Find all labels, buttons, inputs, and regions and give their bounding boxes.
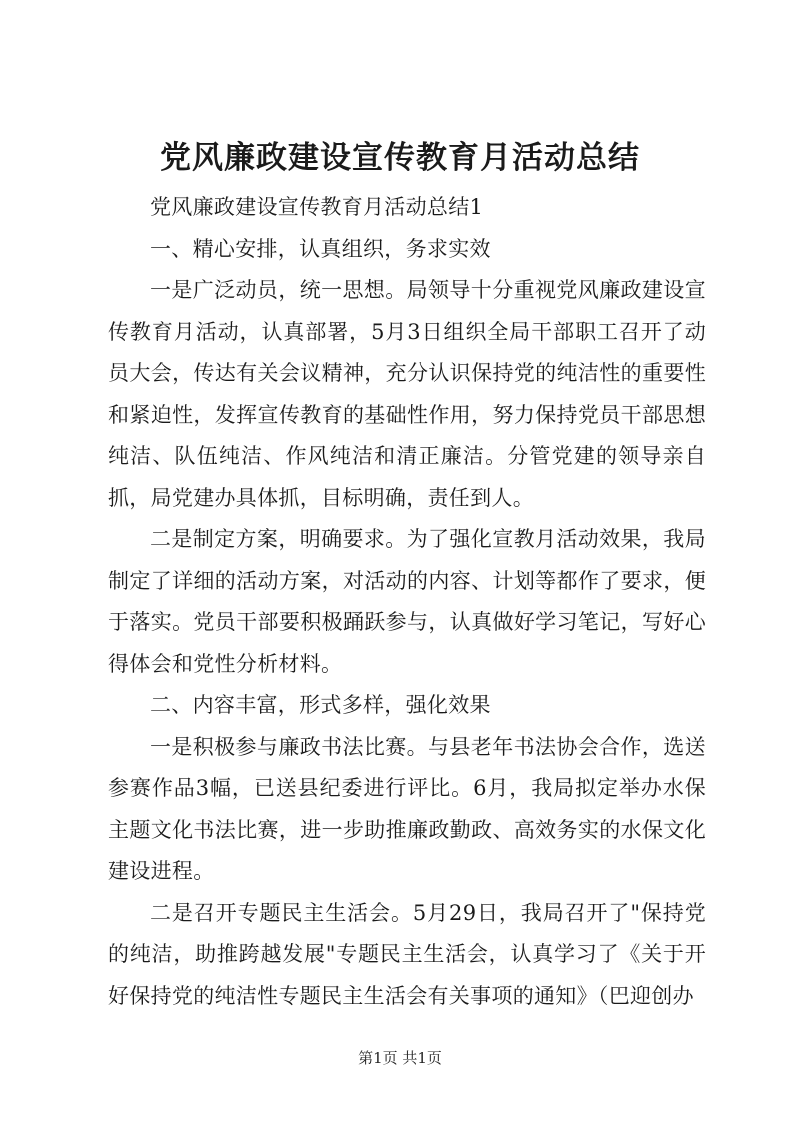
paragraph: 一是广泛动员，统一思想。局领导十分重视党风廉政建设宣传教育月活动，认真部署，5月3日组织全局干部职工召开了动员大会，传达有关会议精神，充分认识保持党的纯洁性的重要性和紧迫性，发挥宣传教育的基础性作用，努力保持党员干部思想纯洁、队伍纯洁、作风纯洁和清正廉洁。分管党建的领导亲自抓，局党建办具体抓，目标明确，责任到人。 (108, 278, 706, 510)
document-title: 党风廉政建设宣传教育月活动总结 (160, 140, 640, 176)
paragraph: 一是积极参与廉政书法比赛。与县老年书法协会合作，选送参赛作品3幅，已送县纪委进行评比。6月，我局拟定举办水保主题文化书法比赛，进一步助推廉政勤政、高效务实的水保文化建设进程。 (108, 734, 706, 883)
section-heading-2: 二、内容丰富，形式多样，强化效果 (150, 693, 491, 717)
page-footer: 第1页 共1页 (358, 1049, 442, 1067)
document-body (108, 187, 706, 1017)
paragraph: 二是召开专题民主生活会。5月29日，我局召开了"保持党的纯洁，助推跨越发展"专题民主生活会，认真学习了《关于开好保持党的纯洁性专题民主生活会有关事项的通知》（巴迎创办 (108, 900, 706, 1008)
section-heading-1: 一、精心安排，认真组织，务求实效 (150, 236, 491, 261)
paragraph-subtitle: 党风廉政建设宣传教育月活动总结1 (150, 195, 484, 219)
paragraph: 二是制定方案，明确要求。为了强化宣教月活动效果，我局制定了详细的活动方案，对活动的内容、计划等都作了要求，便于落实。党员干部要积极踊跃参与，认真做好学习笔记，写好心得体会和党性分析材料。 (108, 527, 706, 676)
